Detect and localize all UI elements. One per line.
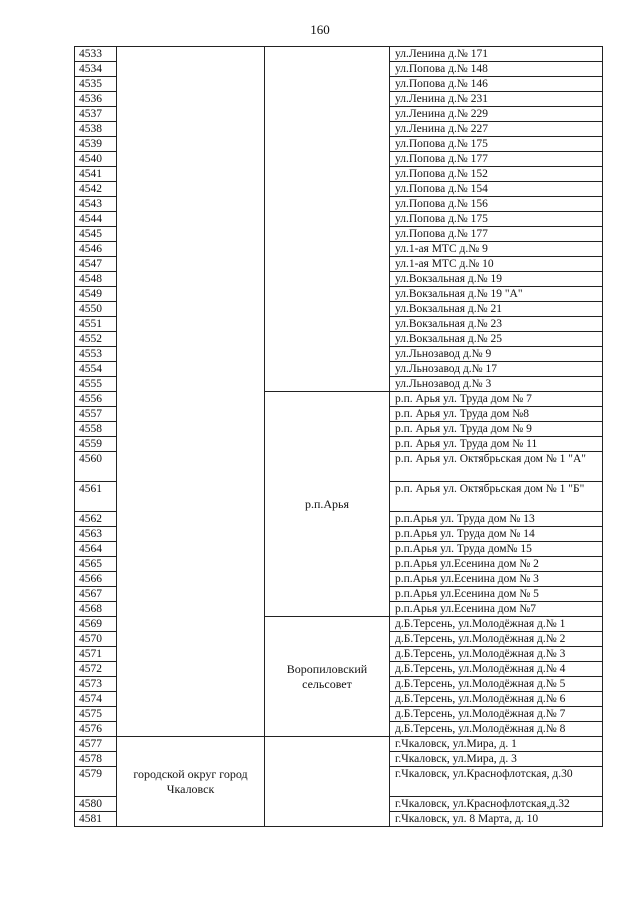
address-cell: ул.Вокзальная д.№ 19 "А" <box>390 287 603 302</box>
address-cell: ул.Вокзальная д.№ 21 <box>390 302 603 317</box>
row-number-cell: 4552 <box>75 332 117 347</box>
row-number-cell: 4541 <box>75 167 117 182</box>
address-cell: ул.Вокзальная д.№ 23 <box>390 317 603 332</box>
row-number-cell: 4551 <box>75 317 117 332</box>
settlement-cell <box>265 737 390 827</box>
address-cell: ул.Попова д.№ 146 <box>390 77 603 92</box>
row-number-cell: 4580 <box>75 797 117 812</box>
row-number-cell: 4581 <box>75 812 117 827</box>
address-cell: р.п. Арья ул. Труда дом №8 <box>390 407 603 422</box>
row-number-cell: 4539 <box>75 137 117 152</box>
row-number-cell: 4565 <box>75 557 117 572</box>
row-number-cell: 4554 <box>75 362 117 377</box>
address-cell: ул.Льнозавод д.№ 9 <box>390 347 603 362</box>
row-number-cell: 4544 <box>75 212 117 227</box>
row-number-cell: 4570 <box>75 632 117 647</box>
table-row <box>75 737 603 752</box>
row-number-cell: 4574 <box>75 692 117 707</box>
address-cell: р.п. Арья ул. Октябрьская дом № 1 "Б" <box>390 482 603 512</box>
address-cell: д.Б.Терсень, ул.Молодёжная д.№ 6 <box>390 692 603 707</box>
row-number-cell: 4538 <box>75 122 117 137</box>
row-number-cell: 4564 <box>75 542 117 557</box>
address-cell: р.п.Арья ул.Есенина дом № 3 <box>390 572 603 587</box>
address-cell: р.п.Арья ул.Есенина дом №7 <box>390 602 603 617</box>
address-cell: ул.Попова д.№ 175 <box>390 137 603 152</box>
address-cell: р.п.Арья ул.Есенина дом № 2 <box>390 557 603 572</box>
row-number-cell: 4571 <box>75 647 117 662</box>
settlement-cell: р.п.Арья <box>265 392 390 617</box>
address-cell: ул.Ленина д.№ 229 <box>390 107 603 122</box>
row-number-cell: 4540 <box>75 152 117 167</box>
row-number-cell: 4537 <box>75 107 117 122</box>
row-number-cell: 4553 <box>75 347 117 362</box>
address-cell: р.п.Арья ул. Труда дом№ 15 <box>390 542 603 557</box>
address-cell: ул.Попова д.№ 177 <box>390 227 603 242</box>
settlement-cell: Воропиловский сельсовет <box>265 617 390 737</box>
address-cell: д.Б.Терсень, ул.Молодёжная д.№ 7 <box>390 707 603 722</box>
address-cell: ул.Попова д.№ 175 <box>390 212 603 227</box>
address-cell: р.п.Арья ул. Труда дом № 14 <box>390 527 603 542</box>
row-number-cell: 4573 <box>75 677 117 692</box>
row-number-cell: 4569 <box>75 617 117 632</box>
address-cell: р.п.Арья ул. Труда дом № 13 <box>390 512 603 527</box>
row-number-cell: 4558 <box>75 422 117 437</box>
address-cell: ул.Попова д.№ 148 <box>390 62 603 77</box>
row-number-cell: 4567 <box>75 587 117 602</box>
address-cell: р.п. Арья ул. Труда дом № 9 <box>390 422 603 437</box>
address-cell: ул.Попова д.№ 156 <box>390 197 603 212</box>
row-number-cell: 4547 <box>75 257 117 272</box>
address-cell: г.Чкаловск, ул.Мира, д. 3 <box>390 752 603 767</box>
address-cell: ул.Льнозавод д.№ 3 <box>390 377 603 392</box>
address-cell: д.Б.Терсень, ул.Молодёжная д.№ 1 <box>390 617 603 632</box>
row-number-cell: 4556 <box>75 392 117 407</box>
address-cell: ул.Попова д.№ 177 <box>390 152 603 167</box>
address-cell: р.п. Арья ул. Труда дом № 11 <box>390 437 603 452</box>
address-cell: ул.Ленина д.№ 231 <box>390 92 603 107</box>
row-number-cell: 4543 <box>75 197 117 212</box>
address-cell: ул.1-ая МТС д.№ 10 <box>390 257 603 272</box>
table-row <box>75 47 603 62</box>
address-cell: р.п. Арья ул. Октябрьская дом № 1 "А" <box>390 452 603 482</box>
address-cell: д.Б.Терсень, ул.Молодёжная д.№ 5 <box>390 677 603 692</box>
address-cell: г.Чкаловск, ул.Краснофлотская,д.32 <box>390 797 603 812</box>
row-number-cell: 4562 <box>75 512 117 527</box>
row-number-cell: 4561 <box>75 482 117 512</box>
row-number-cell: 4578 <box>75 752 117 767</box>
row-number-cell: 4566 <box>75 572 117 587</box>
row-number-cell: 4548 <box>75 272 117 287</box>
row-number-cell: 4575 <box>75 707 117 722</box>
row-number-cell: 4533 <box>75 47 117 62</box>
district-cell: городской округ город Чкаловск <box>117 737 265 827</box>
row-number-cell: 4563 <box>75 527 117 542</box>
row-number-cell: 4572 <box>75 662 117 677</box>
address-cell: г.Чкаловск, ул.Мира, д. 1 <box>390 737 603 752</box>
address-cell: р.п. Арья ул. Труда дом № 7 <box>390 392 603 407</box>
row-number-cell: 4535 <box>75 77 117 92</box>
address-cell: д.Б.Терсень, ул.Молодёжная д.№ 8 <box>390 722 603 737</box>
district-cell <box>117 47 265 737</box>
address-cell: г.Чкаловск, ул. 8 Марта, д. 10 <box>390 812 603 827</box>
row-number-cell: 4546 <box>75 242 117 257</box>
address-cell: ул.Ленина д.№ 171 <box>390 47 603 62</box>
address-cell: г.Чкаловск, ул.Краснофлотская, д.30 <box>390 767 603 797</box>
row-number-cell: 4550 <box>75 302 117 317</box>
settlement-cell <box>265 47 390 392</box>
address-cell: ул.1-ая МТС д.№ 9 <box>390 242 603 257</box>
row-number-cell: 4557 <box>75 407 117 422</box>
address-table <box>74 46 603 827</box>
page-number: 160 <box>310 22 330 37</box>
row-number-cell: 4579 <box>75 767 117 797</box>
address-cell: ул.Вокзальная д.№ 19 <box>390 272 603 287</box>
row-number-cell: 4536 <box>75 92 117 107</box>
row-number-cell: 4559 <box>75 437 117 452</box>
row-number-cell: 4549 <box>75 287 117 302</box>
row-number-cell: 4568 <box>75 602 117 617</box>
row-number-cell: 4545 <box>75 227 117 242</box>
address-cell: р.п.Арья ул.Есенина дом № 5 <box>390 587 603 602</box>
address-cell: ул.Попова д.№ 152 <box>390 167 603 182</box>
address-cell: ул.Попова д.№ 154 <box>390 182 603 197</box>
row-number-cell: 4542 <box>75 182 117 197</box>
address-cell: ул.Ленина д.№ 227 <box>390 122 603 137</box>
address-cell: ул.Льнозавод д.№ 17 <box>390 362 603 377</box>
address-cell: д.Б.Терсень, ул.Молодёжная д.№ 3 <box>390 647 603 662</box>
address-cell: д.Б.Терсень, ул.Молодёжная д.№ 4 <box>390 662 603 677</box>
row-number-cell: 4534 <box>75 62 117 77</box>
address-cell: д.Б.Терсень, ул.Молодёжная д.№ 2 <box>390 632 603 647</box>
row-number-cell: 4576 <box>75 722 117 737</box>
row-number-cell: 4560 <box>75 452 117 482</box>
address-cell: ул.Вокзальная д.№ 25 <box>390 332 603 347</box>
row-number-cell: 4555 <box>75 377 117 392</box>
row-number-cell: 4577 <box>75 737 117 752</box>
